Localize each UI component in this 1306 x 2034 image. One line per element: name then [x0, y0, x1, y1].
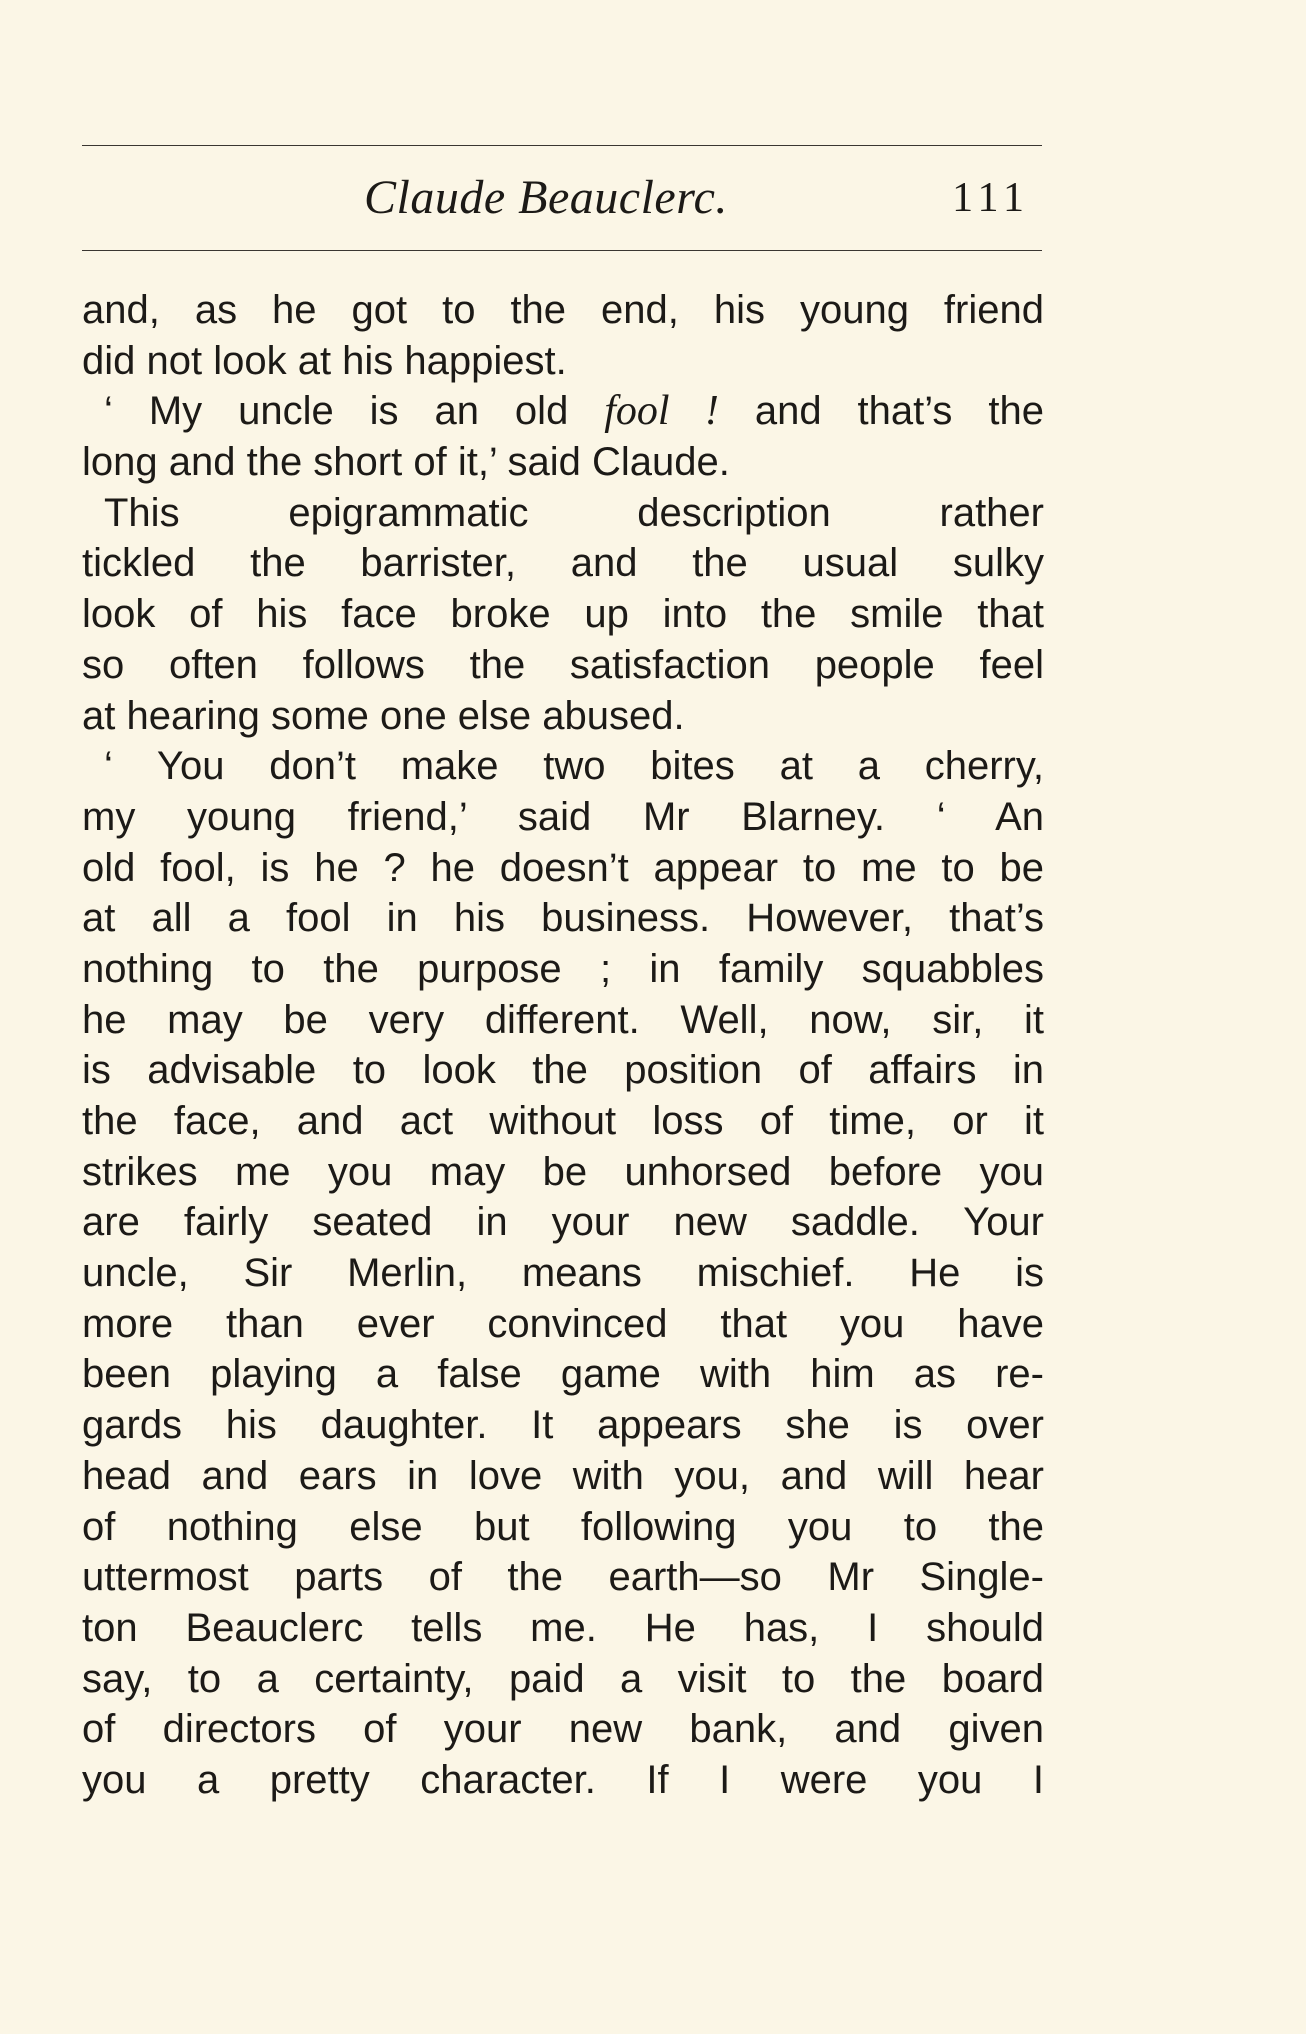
text-line: look of his face broke up into the smile that: [82, 592, 1044, 637]
text-line: of directors of your new bank, and given: [82, 1707, 1044, 1752]
text-line: of nothing else but following you to the: [82, 1504, 1044, 1549]
text-line: the face, and act without loss of time, or it: [82, 1099, 1044, 1143]
page-number: 111: [952, 175, 1030, 221]
running-head-title: Claude Beauclerc.: [364, 171, 728, 224]
text-segment: and that’s the: [718, 389, 1044, 434]
text-line: ‘ You don’t make two bites at a cherry,: [104, 744, 1044, 789]
text-line: uttermost parts of the earth—so Mr Single-: [82, 1555, 1044, 1600]
text-line: long and the short of it,’ said Claude.: [82, 440, 730, 485]
text-line: [82, 386, 1044, 437]
text-line: at hearing some one else abused.: [82, 693, 685, 738]
text-line: old fool, is he ? he doesn’t appear to me to be: [82, 845, 1044, 890]
text-line: say, to a certainty, paid a visit to the board: [82, 1656, 1044, 1701]
text-line: and, as he got to the end, his young friend: [82, 288, 1044, 332]
text-line: been playing a false game with him as re-: [82, 1352, 1044, 1397]
text-line: are fairly seated in your new saddle. Your: [82, 1200, 1044, 1245]
running-head: [82, 168, 1042, 228]
text-line: is advisable to look the position of affairs in: [82, 1048, 1044, 1093]
text-line: he may be very different. Well, now, sir, it: [82, 997, 1044, 1042]
text-line: nothing to the purpose ; in family squabbles: [82, 946, 1044, 991]
text-line: tickled the barrister, and the usual sulky: [82, 541, 1044, 586]
text-line: my young friend,’ said Mr Blarney. ‘ An: [82, 794, 1044, 839]
header-bottom-rule: [82, 250, 1042, 251]
emphasis-text: fool !: [604, 388, 719, 435]
text-line: strikes me you may be unhorsed before you: [82, 1149, 1044, 1194]
text-line: did not look at his happiest.: [82, 338, 567, 383]
text-line: so often follows the satisfaction people feel: [82, 642, 1044, 687]
body-text: [82, 285, 1044, 1806]
text-line: This epigrammatic description rather: [104, 490, 1044, 535]
text-segment: ‘ My uncle is an old: [104, 389, 605, 434]
text-line: at all a fool in his business. However, that’s: [82, 896, 1044, 941]
text-line: gards his daughter. It appears she is over: [82, 1403, 1044, 1448]
text-line: uncle, Sir Merlin, means mischief. He is: [82, 1251, 1044, 1296]
text-line: ton Beauclerc tells me. He has, I should: [82, 1605, 1044, 1650]
text-line: head and ears in love with you, and will hear: [82, 1453, 1044, 1498]
header-top-rule: [82, 145, 1042, 146]
text-line: you a pretty character. If I were you I: [82, 1757, 1044, 1802]
text-line: more than ever convinced that you have: [82, 1301, 1044, 1346]
